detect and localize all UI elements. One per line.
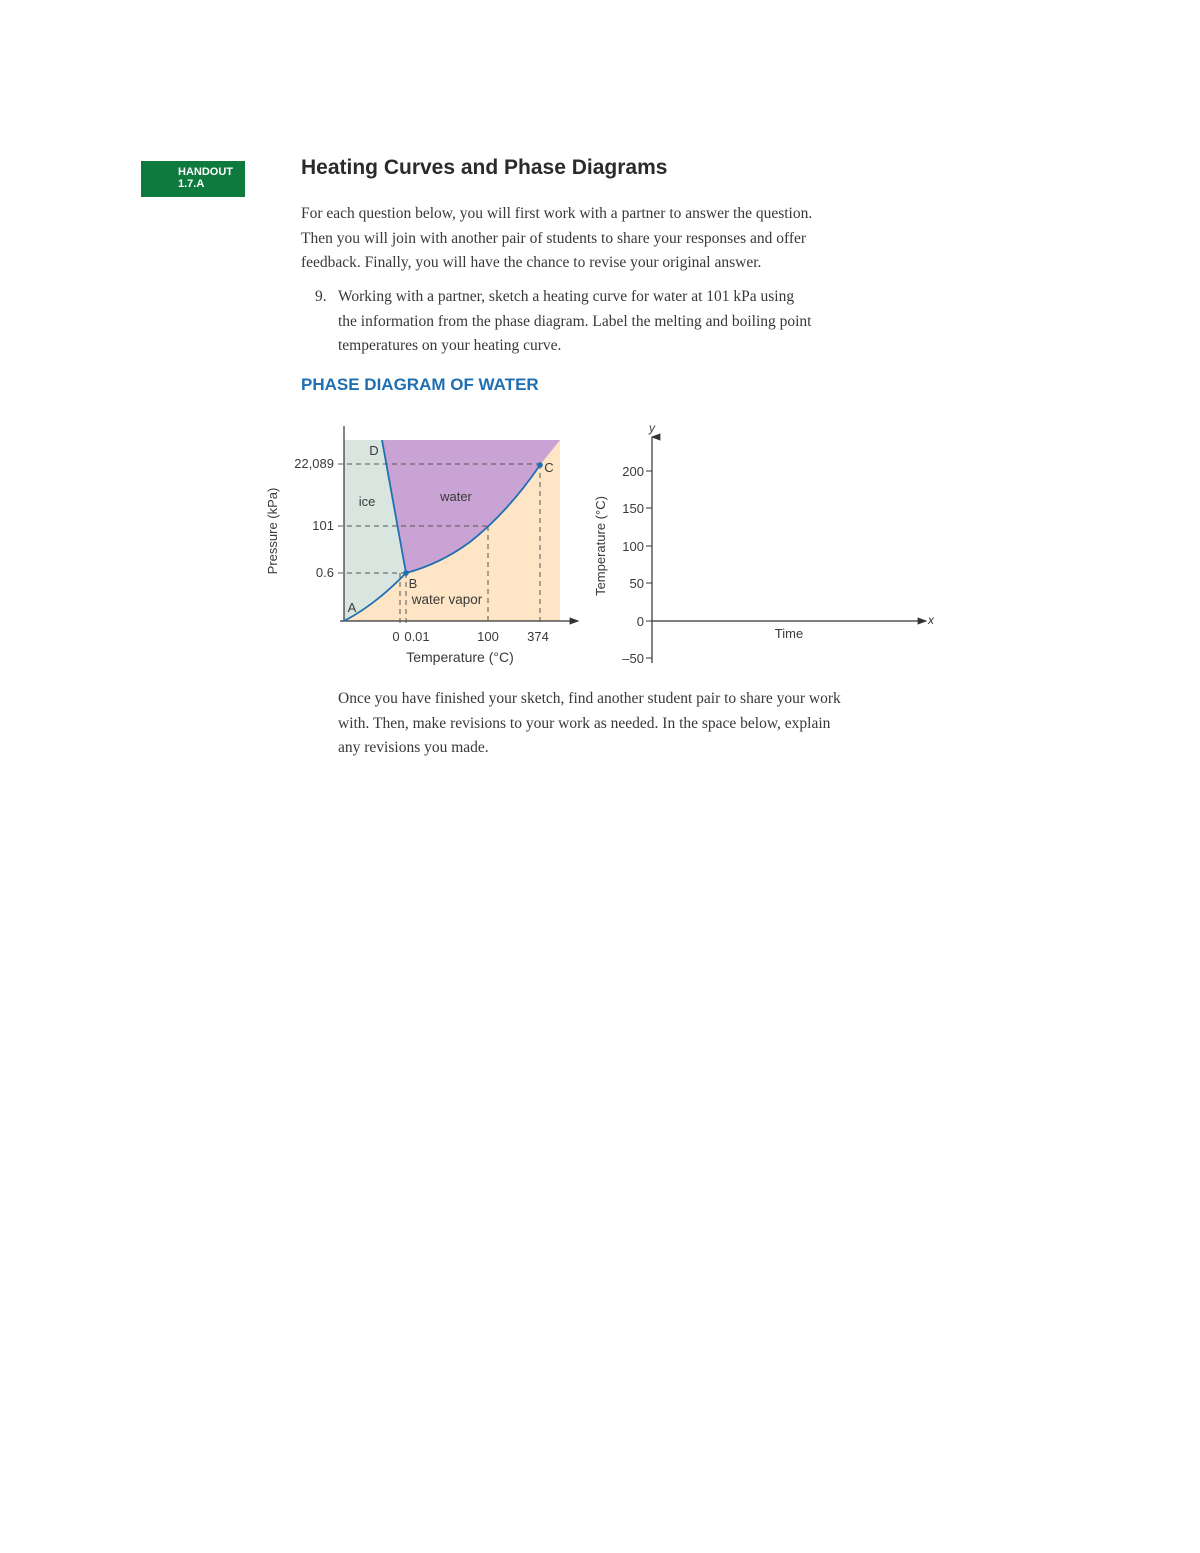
badge-line-2: 1.7.A bbox=[178, 178, 205, 190]
triple-point bbox=[403, 570, 409, 576]
badge-line-1: HANDOUT bbox=[178, 166, 233, 178]
intro-line: feedback. Finally, you will have the chance to revise your original answer. bbox=[301, 254, 762, 271]
phase-diagram bbox=[265, 426, 578, 665]
ice-label: ice bbox=[358, 494, 376, 509]
temperature-axis-label: Temperature (°C) bbox=[406, 649, 514, 665]
point-b-label: B bbox=[408, 576, 418, 591]
pressure-tick: 0.6 bbox=[315, 565, 334, 580]
point-a-label: A bbox=[347, 600, 357, 615]
heating-y-tick-marks bbox=[646, 471, 652, 658]
followup-line: with. Then, make revisions to your work as needed. In the space below, explain bbox=[338, 714, 831, 732]
temperature-tick: 374 bbox=[527, 629, 549, 644]
vapor-label: water vapor bbox=[411, 592, 483, 607]
heating-x-axis-label: Time bbox=[774, 626, 804, 641]
temperature-tick: 0.01 bbox=[404, 629, 430, 644]
section-heading: PHASE DIAGRAM OF WATER bbox=[301, 375, 539, 394]
pressure-tick: 101 bbox=[312, 518, 334, 533]
heating-curve-graph bbox=[593, 421, 935, 666]
point-d-label: D bbox=[369, 443, 379, 458]
intro-line: For each question below, you will first work with a partner to answer the question. bbox=[301, 205, 813, 222]
temperature-tick: 100 bbox=[477, 629, 499, 644]
followup-line: Once you have finished your sketch, find another student pair to share your work bbox=[338, 690, 841, 707]
critical-point bbox=[537, 462, 543, 468]
heating-y-tick: 100 bbox=[622, 539, 644, 554]
pressure-tick: 22,089 bbox=[294, 456, 334, 471]
heating-y-tick: 150 bbox=[622, 501, 644, 516]
water-label: water bbox=[440, 489, 472, 504]
heating-y-axis-label: Temperature (°C) bbox=[593, 496, 608, 596]
heating-y-tick: –50 bbox=[622, 651, 644, 666]
point-c-label: C bbox=[544, 460, 554, 475]
followup-paragraph bbox=[338, 687, 913, 761]
followup-line: any revisions you made. bbox=[338, 739, 489, 756]
question-line: temperatures on your heating curve. bbox=[338, 337, 562, 354]
heating-y-tick: 50 bbox=[629, 576, 644, 591]
heating-y-axis-name: y bbox=[649, 421, 655, 435]
heating-y-tick: 0 bbox=[636, 614, 644, 629]
question-line: Working with a partner, sketch a heating curve for water at 101 kPa using bbox=[338, 288, 795, 305]
heating-x-axis-name: x bbox=[928, 613, 934, 627]
temperature-tick: 0 bbox=[392, 629, 400, 644]
intro-line: Then you will join with another pair of students to share your responses and offer bbox=[301, 229, 807, 247]
page-title: Heating Curves and Phase Diagrams bbox=[301, 156, 668, 179]
question-number: 9. bbox=[315, 288, 327, 305]
question-line: the information from the phase diagram. Label the melting and boiling point bbox=[338, 312, 812, 330]
heating-y-tick: 200 bbox=[622, 464, 644, 479]
pressure-axis-label: Pressure (kPa) bbox=[265, 487, 280, 575]
